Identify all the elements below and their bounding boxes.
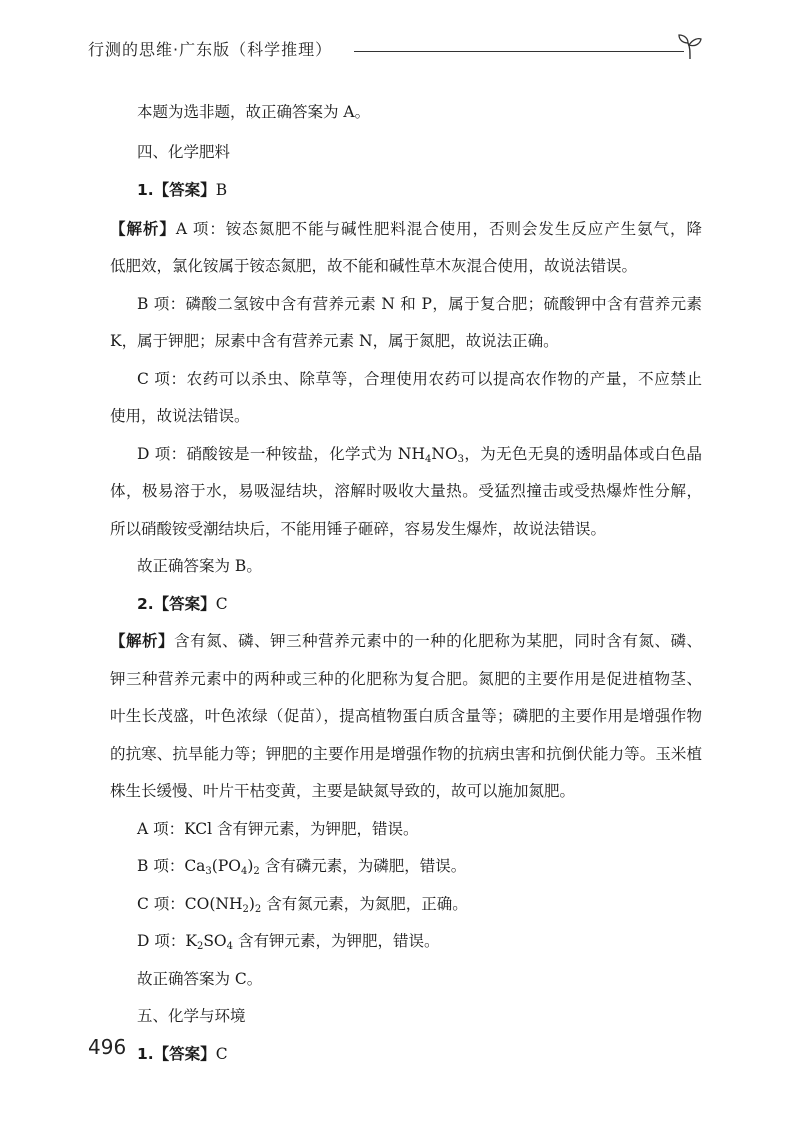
section-heading: 五、化学与环境 [137,1007,246,1025]
text-segment: 含有氮元素，为氮肥，正确。 [261,895,468,913]
page-number: 496 [88,1035,127,1059]
text-segment: C 项：CO(NH [137,895,243,913]
text-segment: SO [203,932,227,950]
text-segment: 含有磷元素，为磷肥，错误。 [259,857,467,875]
analysis-line [110,624,702,659]
answer-label: 1.【答案】 [137,181,216,199]
text-segment: ) [248,895,255,913]
subscript: 4 [425,454,432,465]
analysis-label: 【解析】 [110,632,175,650]
text-line: 故正确答案为 B。 [137,557,262,575]
answer-value: B [215,181,228,199]
subscript: 2 [196,941,204,952]
text-line: 低肥效，氯化铵属于铵态氮肥，故不能和碱性草木灰混合使用，故说法错误。 [110,257,638,275]
answer-label: 1.【答案】 [137,1045,216,1063]
subscript: 4 [226,941,234,952]
text-segment: B 项：Ca [137,857,206,875]
answer-value: C [215,1045,228,1063]
answer-line [137,1037,702,1072]
text-line: 的抗寒、抗旱能力等；钾肥的主要作用是增强作物的抗病虫害和抗倒伏能力等。玉米植 [110,745,702,763]
answer-line [137,173,702,208]
analysis-label: 【解析】 [110,220,176,238]
text-line: 本题为选非题，故正确答案为 A。 [137,103,371,121]
text-segment: ，为无色无臭的透明晶体或白色晶 [464,445,702,463]
text-segment: D 项：硝酸铵是一种铵盐，化学式为 NH [137,445,426,463]
text-line: K，属于钾肥；尿素中含有营养元素 N，属于氮肥，故说法正确。 [110,332,559,350]
text-line: 株生长缓慢、叶片干枯变黄，主要是缺氮导致的，故可以施加氮肥。 [110,782,576,800]
text-line: 故正确答案为 C。 [137,970,263,988]
text-segment: 含有钾元素，为钾肥，错误。 [233,932,440,950]
formula-line [137,849,702,884]
text-line: 使用，故说法错误。 [110,407,250,425]
subscript: 4 [240,866,248,877]
text-line: 钾三种营养元素中的两种或三种的化肥称为复合肥。氮肥的主要作用是促进植物茎、 [110,670,702,688]
text-line: 体，极易溶于水，易吸湿结块，溶解时吸收大量热。受猛烈撞击或受热爆炸性分解， [110,482,702,500]
text-line: C 项：农药可以杀虫、除草等，合理使用农药可以提高农作物的产量，不应禁止 [137,370,702,388]
formula-line [137,924,702,959]
formula-line [137,887,702,922]
subscript: 3 [457,454,465,465]
formula-line [137,437,702,472]
text-line: B 项：磷酸二氢铵中含有营养元素 N 和 P，属于复合肥；硫酸钾中含有营养元素 [137,295,702,313]
section-heading: 四、化学肥料 [137,143,231,161]
text-segment: 含有氮、磷、钾三种营养元素中的一种的化肥称为某肥，同时含有氮、磷、 [174,632,702,650]
header-title: 行测的思维·广东版（科学推理） [88,40,333,59]
running-header [88,33,708,63]
text-segment: NO [431,445,458,463]
text-line: 所以硝酸铵受潮结块后，不能用锤子砸碎，容易发生爆炸，故说法错误。 [110,520,607,538]
answer-line [137,587,702,622]
text-line: 叶生长茂盛，叶色浓绿（促苗），提高植物蛋白质含量等；磷肥的主要作用是增强作物 [110,707,702,725]
answer-label: 2.【答案】 [137,595,216,613]
answer-value: C [215,595,228,613]
subscript: 3 [205,866,212,877]
header-rule [354,51,684,52]
sprout-icon [676,33,704,61]
subscript: 2 [254,904,262,915]
subscript: 2 [242,904,249,915]
text-segment: D 项：K [137,932,197,950]
subscript: 2 [253,866,260,877]
text-segment: A 项：铵态氮肥不能与碱性肥料混合使用，否则会发生反应产生氨气，降 [175,220,702,238]
text-line: A 项：KCl 含有钾元素，为钾肥，错误。 [137,820,419,838]
analysis-line [110,212,702,247]
text-segment: ) [247,857,254,875]
text-segment: (PO [211,857,241,875]
